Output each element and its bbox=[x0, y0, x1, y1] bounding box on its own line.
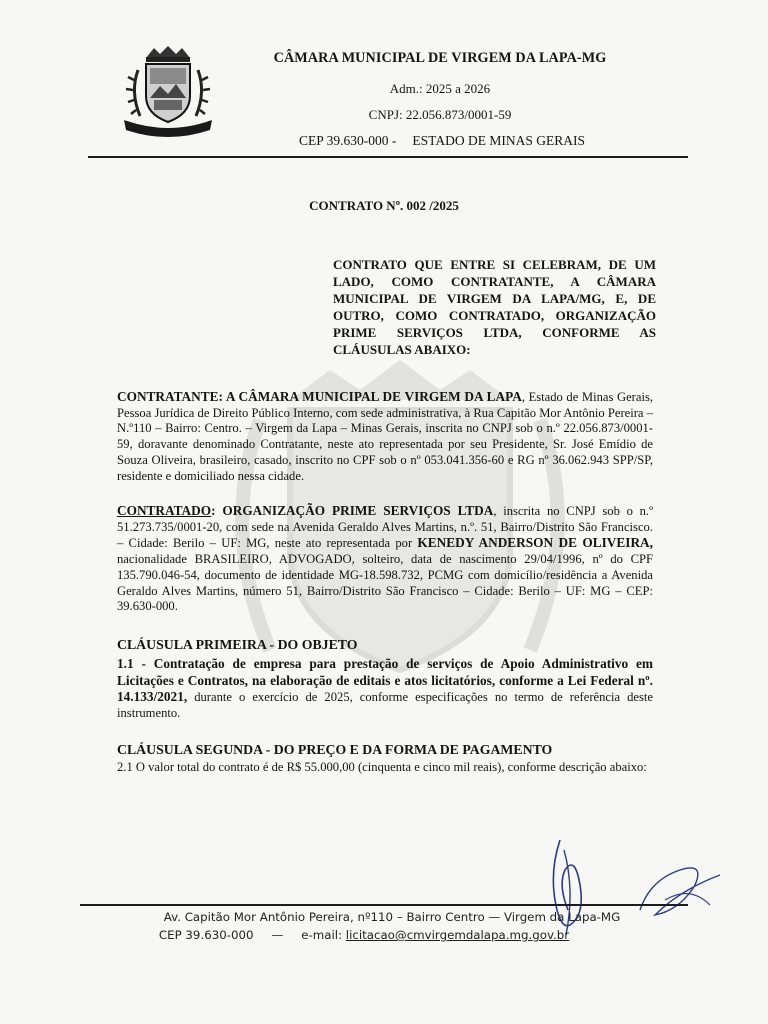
administration-period: Adm.: 2025 a 2026 bbox=[389, 81, 491, 96]
contratado-name: : ORGANIZAÇÃO PRIME SERVIÇOS LTDA bbox=[211, 503, 494, 518]
header-divider bbox=[88, 156, 688, 158]
contratado-paragraph bbox=[117, 503, 653, 615]
clausula-primeira-bold: 1.1 - Contratação de empresa para prestação de serviços de Apoio Administrativo em Licitações e Contratos, na elaboração de editais e atos licitatórios, conforme a Lei Federal nº. 14.133/2021, bbox=[117, 656, 653, 705]
clausula-primeira-title: CLÁUSULA PRIMEIRA - DO OBJETO bbox=[117, 637, 358, 652]
contratado-representative: KENEDY ANDERSON DE OLIVEIRA, bbox=[417, 535, 653, 551]
clausula-primeira-text: durante o exercício de 2025, conforme especificações no termo de referência deste instrumento. bbox=[117, 690, 653, 721]
contratado-text-1: , inscrita no CNPJ sob o n.º 51.273.735/0001-20, com sede na Avenida Geraldo Alves Martins, n.º. 51, Bairro/Distrito São Francisco. – Cidade: Berilo – UF: MG, neste ato representada por bbox=[117, 504, 653, 551]
contratante-label: CONTRATANTE: A CÂMARA MUNICIPAL DE VIRGEM DA LAPA bbox=[117, 389, 522, 404]
header-cep: CEP 39.630-000 - bbox=[299, 133, 397, 148]
footer-cep: CEP 39.630-000 bbox=[158, 928, 254, 942]
clausula-primeira-body bbox=[117, 656, 653, 722]
clausula-segunda-title: CLÁUSULA SEGUNDA - DO PREÇO E DA FORMA DE PAGAMENTO bbox=[117, 742, 553, 757]
clausula-segunda-body: 2.1 O valor total do contrato é de R$ 55.000,00 (cinquenta e cinco mil reais), conforme descrição abaixo: bbox=[117, 760, 647, 774]
contratado-label: CONTRATADO bbox=[117, 503, 212, 518]
municipal-crest-logo bbox=[116, 40, 220, 144]
contratante-text: , Estado de Minas Gerais, Pessoa Jurídica de Direito Público Interno, com sede administrativa, à Rua Capitão Mor Antônio Pereira – N.º110 – Bairro: Centro. – Virgem da Lapa – Minas Gerais, inscrita no CNPJ sob o n.º 22.056.873/0001-59, doravante denominado Contratante, neste ato representada por seu Presidente, Sr. José Emídio de Souza Oliveira, brasileiro, casado, inscrito no CPF sob o nº 053.041.356-60 e RG nº 36.062.943 SPP/SP, residente e domiciliado nessa cidade. bbox=[117, 390, 653, 483]
chamber-cnpj: CNPJ: 22.056.873/0001-59 bbox=[368, 107, 512, 122]
footer-dash: — bbox=[271, 928, 284, 942]
footer-contact bbox=[0, 928, 748, 942]
chamber-title: CÂMARA MUNICIPAL DE VIRGEM DA LAPA-MG bbox=[273, 50, 607, 66]
contratado-text-2: nacionalidade BRASILEIRO, ADVOGADO, solteiro, data de nascimento 29/04/1996, nº do CPF 135.790.046-54, documento de identidade MG-18.598.732, PCMG com domicílio/residência a Avenida Geraldo Alves Martins, número 51, Bairro/Distrito São Francisco – Cidade: Berilo – UF: MG – CEP: 39.630-000. bbox=[117, 552, 653, 614]
footer-email-label: e-mail: bbox=[301, 928, 343, 942]
header-state: ESTADO DE MINAS GERAIS bbox=[412, 133, 585, 148]
footer-address: Av. Capitão Mor Antônio Pereira, nº110 – Bairro Centro — Virgem da Lapa-MG bbox=[163, 910, 621, 924]
cep-state-line bbox=[230, 133, 650, 149]
footer-divider bbox=[80, 904, 688, 906]
contract-preamble: CONTRATO QUE ENTRE SI CELEBRAM, DE UM LADO, COMO CONTRATANTE, A CÂMARA MUNICIPAL DE VIRGEM DA LAPA/MG, E, DE OUTRO, COMO CONTRATADO, ORGANIZAÇÃO PRIME SERVIÇOS LTDA, CONFORME AS CLÁUSULAS ABAIXO: bbox=[333, 257, 656, 357]
contract-number: CONTRATO Nº. 002 /2025 bbox=[309, 198, 459, 213]
footer-email-link[interactable]: licitacao@cmvirgemdalapa.mg.gov.br bbox=[345, 928, 570, 942]
contratante-paragraph bbox=[117, 389, 653, 484]
